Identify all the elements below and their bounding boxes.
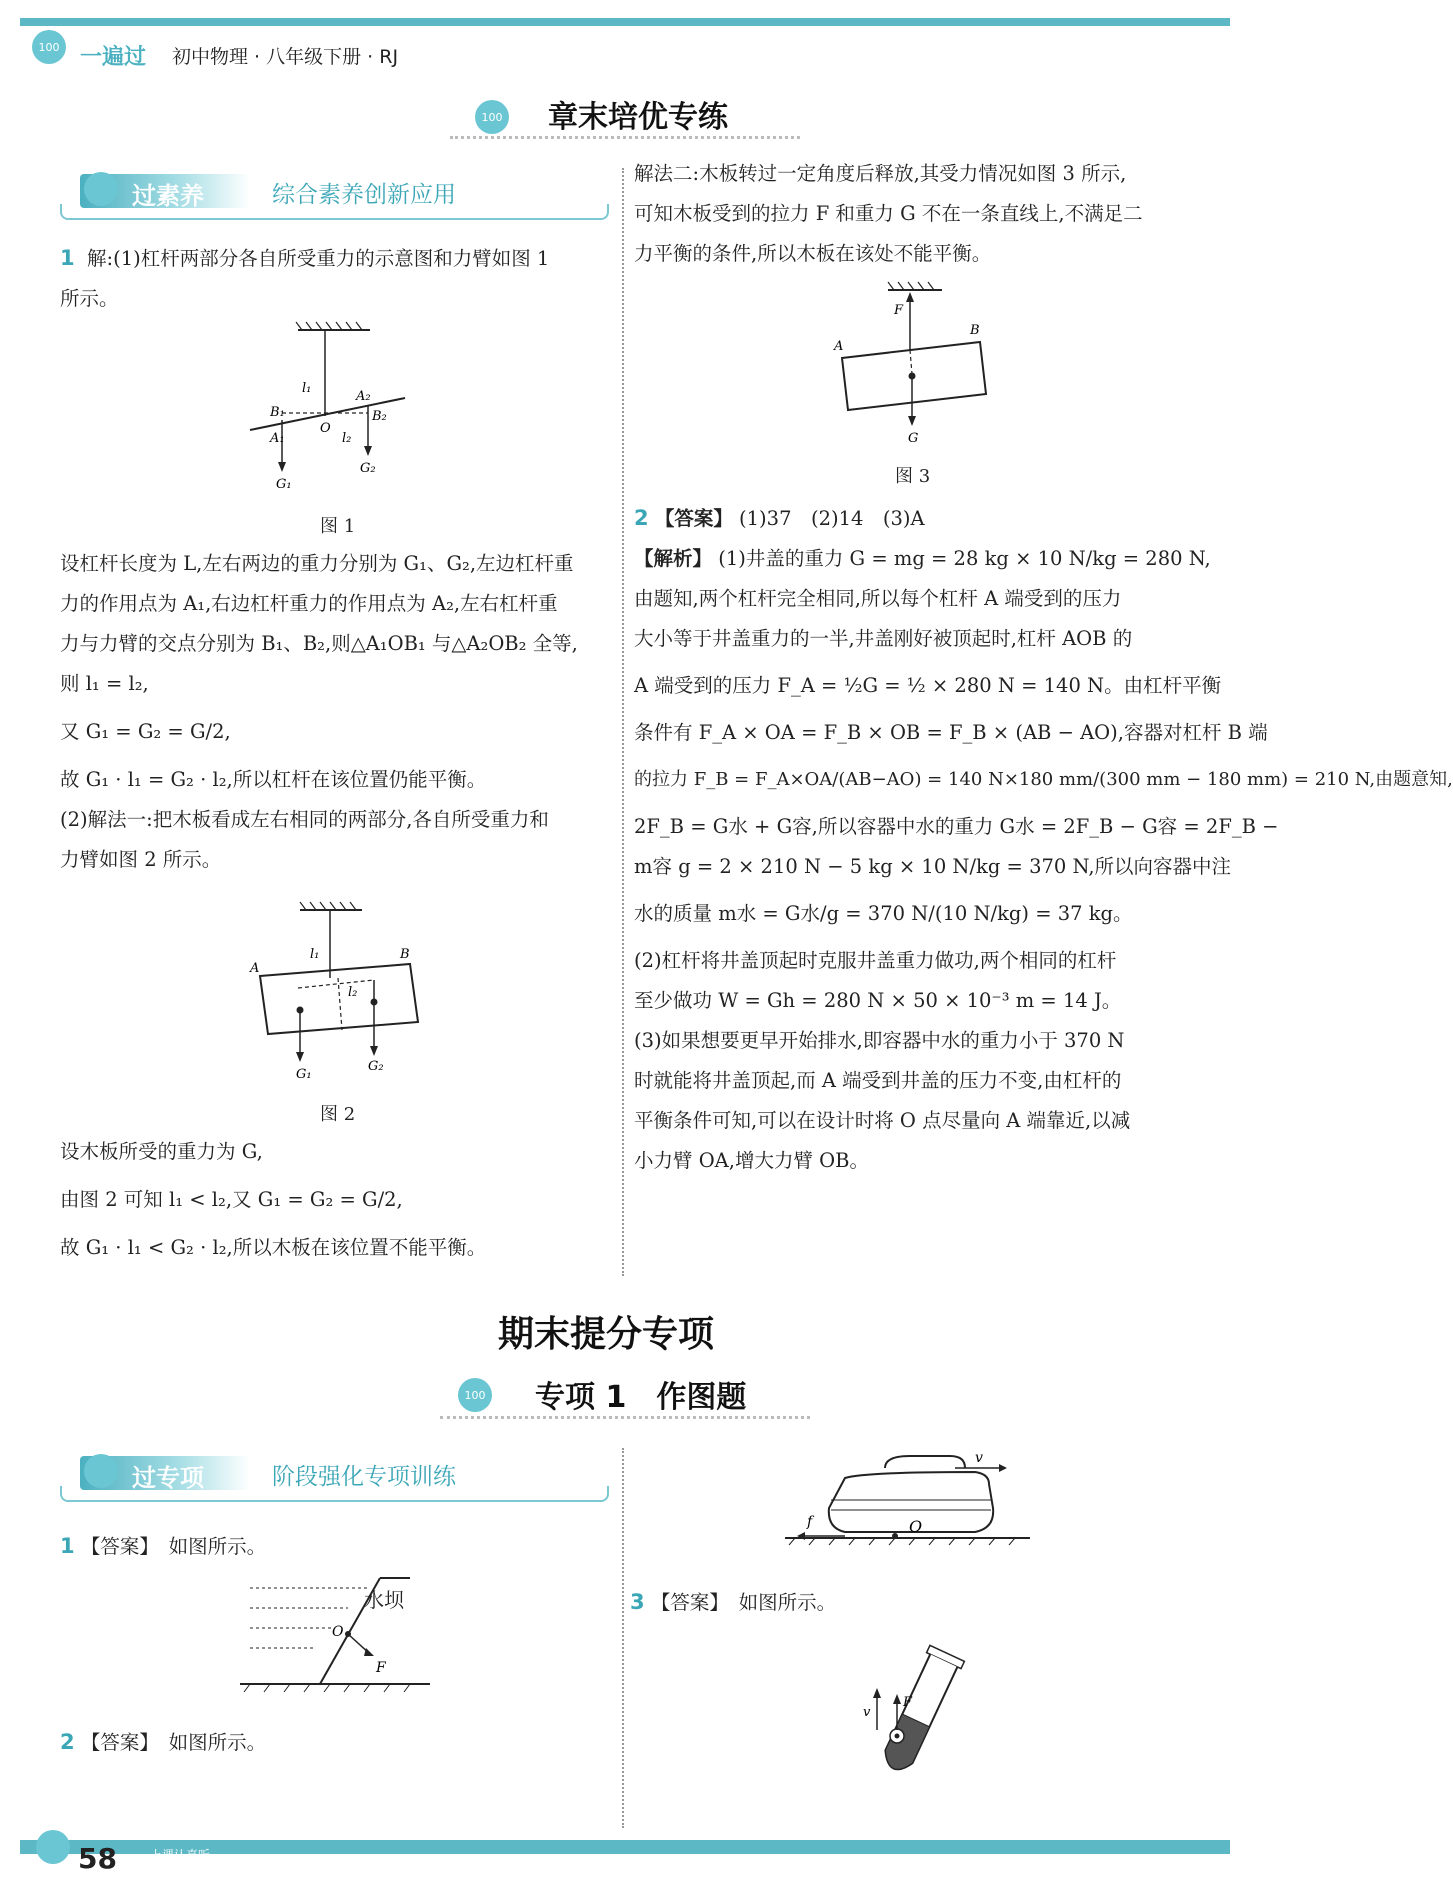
dam-figure [240,1574,440,1704]
final-q3-text: 【答案】 如图所示。 [650,1591,837,1614]
text-line: 力臂如图 2 所示。 [60,848,222,871]
text-line: 平衡条件可知,可以在设计时将 O 点尽量向 A 端靠近,以减 [634,1109,1131,1132]
q1-text-1: 解:(1)杠杆两部分各自所受重力的示意图和力臂如图 1 [87,247,550,270]
text-line: 力与力臂的交点分别为 B₁、B₂,则△A₁OB₁ 与△A₂OB₂ 全等, [60,632,578,655]
svg-text:G₁: G₁ [296,1067,312,1082]
text-line: 力平衡的条件,所以木板在该处不能平衡。 [634,242,992,265]
title-star-text: 100 [481,110,503,124]
text-line: 小力臂 OA,增大力臂 OB。 [634,1149,869,1172]
text-line: 的拉力 F_B = F_A×OA/(AB−AO) = 140 N×180 mm/(300 mm − 180 mm) = 210 N,由题意知, [634,769,1453,790]
svg-text:l₁: l₁ [310,947,320,962]
final-q1-text: 【答案】 如图所示。 [80,1535,267,1558]
column-divider [622,168,624,1276]
text-line: 则 l₁ = l₂, [60,672,149,695]
section-underline-2 [60,1486,609,1502]
text-line: 时就能将井盖顶起,而 A 端受到井盖的压力不变,由杠杆的 [634,1069,1122,1092]
logo-badge-text: 100 [38,40,60,54]
top-band [20,18,1230,26]
svg-text:O: O [909,1517,923,1536]
text-line: 又 G₁ = G₂ = G/2, [60,720,231,743]
section-subtitle-2: 阶段强化专项训练 [272,1464,456,1490]
text-line: 2F_B = G水 + G容,所以容器中水的重力 G水 = 2F_B − G容 = 2F_B − [634,815,1279,838]
final-q2-text: 【答案】 如图所示。 [80,1731,267,1754]
svg-text:G₁: G₁ [276,477,292,492]
figure-1-lever [240,320,420,500]
svg-text:l₂: l₂ [348,985,358,1000]
q2-answer-line [634,498,1194,539]
section-label-2: 过专项 [132,1464,204,1492]
subtitle-star-icon [458,1378,492,1412]
final-subtitle: 专项 1 作图题 [535,1380,747,1415]
test-tube-figure [855,1640,975,1800]
q2-number: 2 [634,506,649,530]
q2-analysis-line [634,539,1211,579]
analysis-tag: 【解析】 [634,547,713,570]
final-q3 [630,1582,836,1623]
text-line: 大小等于井盖重力的一半,井盖刚好被顶起时,杠杆 AOB 的 [634,627,1133,650]
footer-mascot-icon [36,1830,70,1864]
svg-text:F: F [903,1695,913,1710]
left-column-bottom [60,1132,612,1268]
left-column-top [60,238,612,319]
title-star-icon [475,100,509,134]
text-line: 解法二:木板转过一定角度后释放,其受力情况如图 3 所示, [634,162,1127,185]
text-line: 故 G₁ · l₁ = G₂ · l₂,所以杠杆在该位置仍能平衡。 [60,768,487,791]
final-title: 期末提分专项 [498,1314,715,1355]
svg-text:l₁: l₁ [302,381,312,396]
logo-badge [32,30,66,64]
svg-text:B₁: B₁ [270,405,285,420]
svg-text:v: v [863,1705,871,1720]
text-line: 故 G₁ · l₁ < G₂ · l₂,所以木板在该位置不能平衡。 [60,1236,487,1259]
left-column-middle [60,544,612,880]
answer-tag: 【答案】 [654,507,733,530]
section-mascot-icon [84,172,118,206]
text-line: 设杠杆长度为 L,左右两边的重力分别为 G₁、G₂,左边杠杆重 [60,552,574,575]
text-line: (2)解法一:把木板看成左右相同的两部分,各自所受重力和 [60,808,549,831]
page-number: 58 [78,1842,117,1875]
svg-text:A₁: A₁ [270,431,285,446]
q1-number: 1 [60,246,75,270]
logo-text: 一遍过 [80,45,147,70]
footer-note: 上课认真听 [150,1848,211,1862]
text-line: 由图 2 可知 l₁ < l₂,又 G₁ = G₂ = G/2, [60,1188,403,1211]
text-line: (1)井盖的重力 G = mg = 28 kg × 10 N/kg = 280 N, [718,547,1211,570]
svg-text:B: B [400,947,410,962]
right-column-top [634,154,1194,274]
final-q3-number: 3 [630,1590,645,1614]
subtitle-star-text: 100 [464,1388,486,1402]
svg-text:O: O [320,421,331,436]
section-underline [60,204,609,220]
header-subject: 初中物理 · 八年级下册 · RJ [172,46,399,68]
section-label: 过素养 [132,182,204,210]
svg-text:l₂: l₂ [342,431,352,446]
final-q2 [60,1722,266,1763]
svg-text:A₂: A₂ [356,389,371,404]
svg-text:A: A [250,961,260,976]
svg-text:v: v [975,1450,983,1466]
title-underline [450,132,800,139]
subtitle-underline [440,1412,810,1419]
q2-answer: (1)37 (2)14 (3)A [739,507,925,530]
svg-text:G₂: G₂ [368,1059,384,1074]
svg-text:B: B [970,323,980,338]
text-line: 设木板所受的重力为 G, [60,1140,263,1163]
chapter-title: 章末培优专练 [548,100,728,135]
final-q1-number: 1 [60,1534,75,1558]
svg-text:O: O [332,1624,344,1640]
svg-text:G₂: G₂ [360,461,376,476]
svg-text:G: G [908,431,919,446]
column-divider-2 [622,1448,624,1828]
text-line: 由题知,两个杠杆完全相同,所以每个杠杆 A 端受到的压力 [634,587,1122,610]
figure-1-caption: 图 1 [320,516,356,537]
text-line: (2)杠杆将井盖顶起时克服井盖重力做功,两个相同的杠杆 [634,949,1117,972]
text-line: 水的质量 m水 = G水/g = 370 N/(10 N/kg) = 37 kg。 [634,902,1133,925]
figure-2-caption: 图 2 [320,1104,356,1125]
curling-stone-figure [775,1448,1035,1558]
text-line: 可知木板受到的拉力 F 和重力 G 不在一条直线上,不满足二 [634,202,1143,225]
text-line: 至少做功 W = Gh = 280 N × 50 × 10⁻³ m = 14 J。 [634,989,1122,1012]
figure-2-board [250,900,430,1080]
figure-3-board [830,280,1000,450]
section-mascot-icon-2 [84,1454,118,1488]
final-q2-number: 2 [60,1730,75,1754]
svg-text:A: A [834,339,844,354]
dam-label: 水坝 [364,1588,404,1612]
section-subtitle: 综合素养创新应用 [272,182,456,208]
text-line: A 端受到的压力 F_A = ½G = ½ × 280 N = 140 N。由杠杆平衡 [634,674,1222,697]
svg-text:F: F [376,1660,386,1676]
text-line: 条件有 F_A × OA = F_B × OB = F_B × (AB − AO),容器对杠杆 B 端 [634,721,1268,744]
q2-block [634,498,1453,1181]
text-line: m容 g = 2 × 210 N − 5 kg × 10 N/kg = 370 N,所以向容器中注 [634,855,1232,878]
figure-3-caption: 图 3 [895,466,931,487]
text-line: 力的作用点为 A₁,右边杠杆重力的作用点为 A₂,左右杠杆重 [60,592,558,615]
svg-text:f: f [807,1514,813,1530]
text-line: (3)如果想要更早开始排水,即容器中水的重力小于 370 N [634,1029,1125,1052]
svg-text:B₂: B₂ [372,409,387,424]
q1-text-2: 所示。 [60,287,119,310]
svg-text:F: F [894,303,904,318]
q1-line-1 [60,238,612,279]
final-q1 [60,1526,266,1567]
